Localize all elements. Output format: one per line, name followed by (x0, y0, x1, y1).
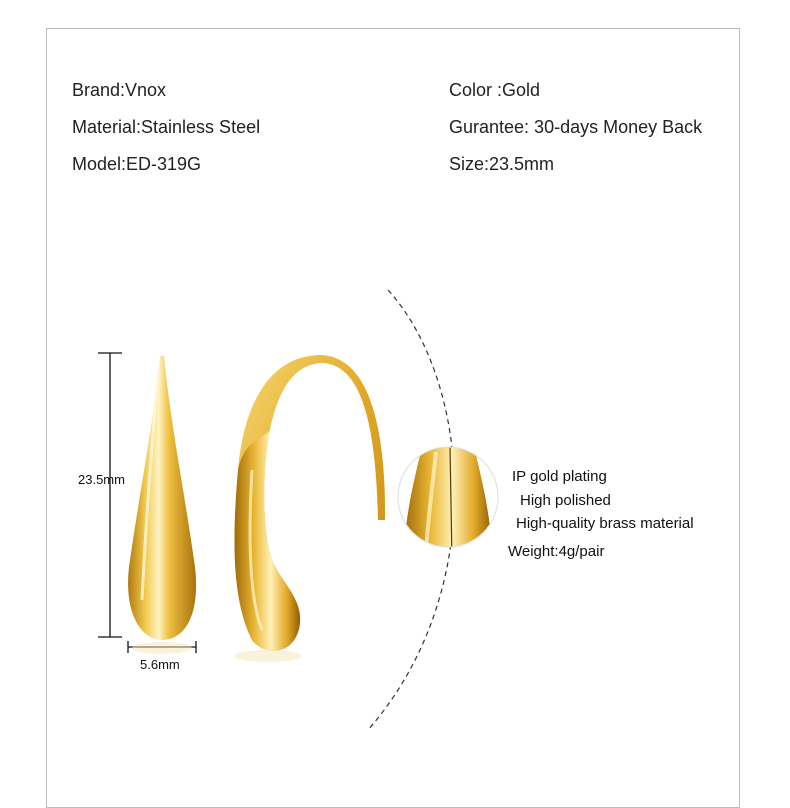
feature-polished: High polished (520, 492, 611, 509)
spec-model: Model:ED-319G (72, 154, 202, 174)
earring-front-view (128, 356, 196, 654)
spec-material: Material:Stainless Steel (72, 117, 261, 137)
height-label: 23.5mm (78, 472, 125, 487)
spec-guarantee: Gurantee: 30-days Money Back (449, 117, 703, 137)
spec-brand: Brand:Vnox (72, 80, 167, 100)
zoom-detail (398, 447, 498, 560)
feature-weight: Weight:4g/pair (508, 543, 605, 560)
earring-side-view (234, 355, 385, 662)
width-label: 5.6mm (140, 657, 180, 672)
spec-size: Size:23.5mm (449, 154, 555, 174)
spec-color: Color :Gold (449, 80, 541, 100)
feature-ip-gold: IP gold plating (512, 468, 607, 485)
feature-brass: High-quality brass material (516, 515, 694, 532)
height-dimension (98, 353, 122, 637)
